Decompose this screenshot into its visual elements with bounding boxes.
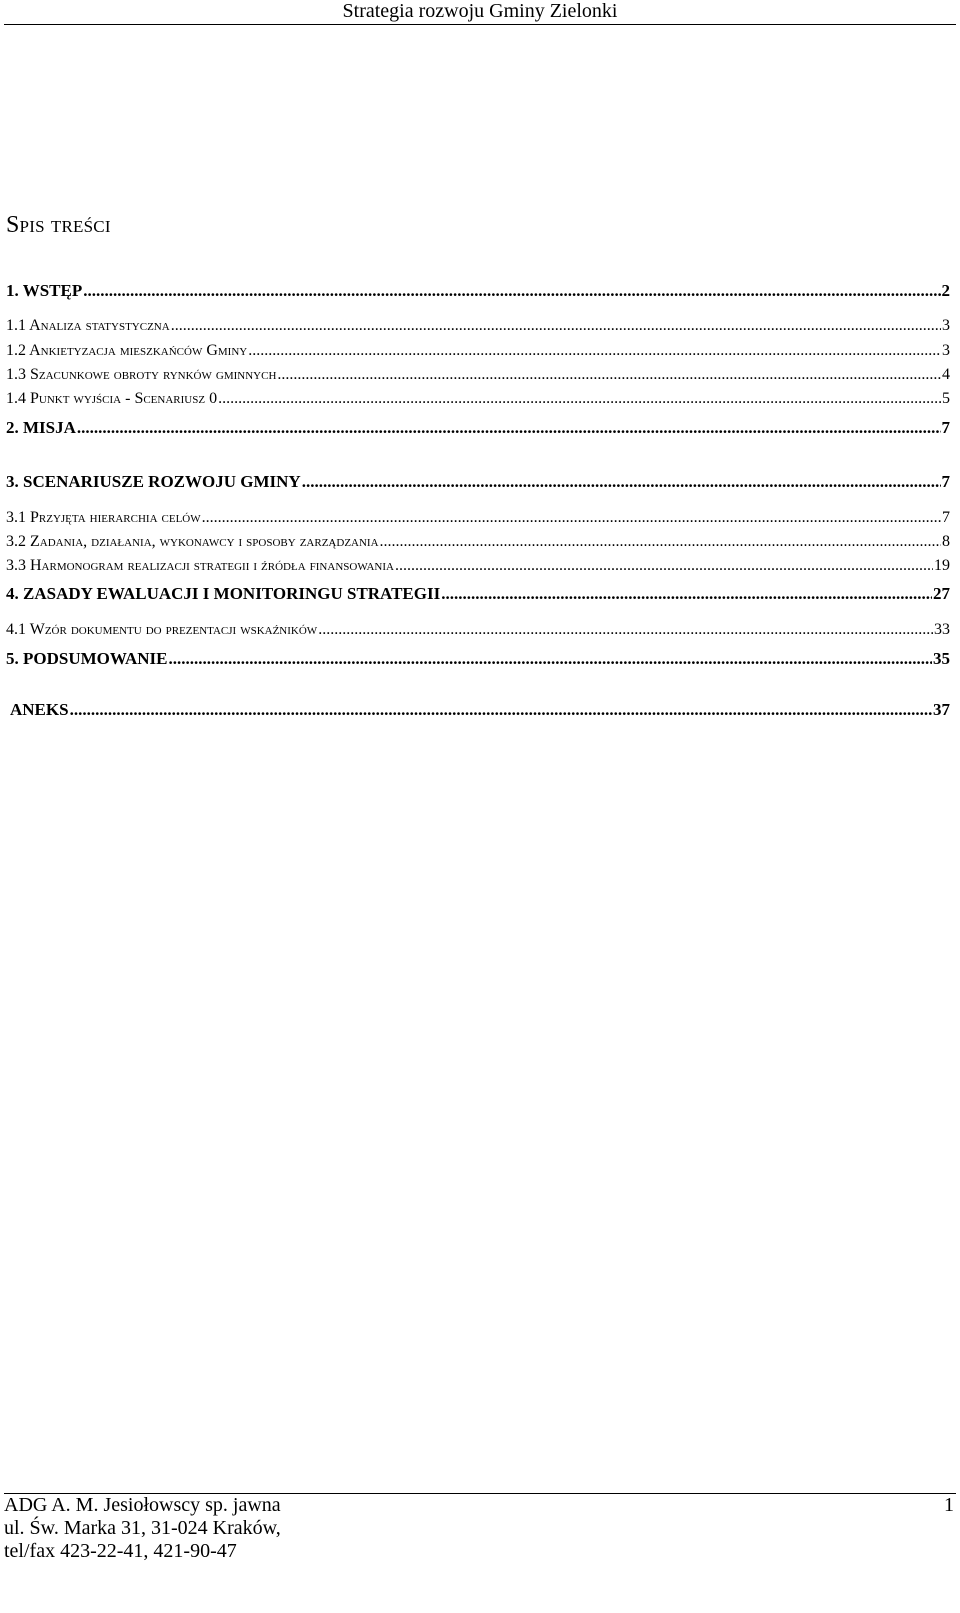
- toc-entry-page: 37: [933, 700, 950, 719]
- toc-title: Spis treści: [6, 212, 111, 238]
- toc-entry-page: 33: [934, 621, 950, 638]
- toc-entry-3-3[interactable]: [6, 557, 950, 577]
- toc-entry-label: 1.1 Analiza statystyczna: [6, 317, 170, 334]
- toc-entry-1-2[interactable]: [6, 342, 950, 362]
- toc-entry-page: 5: [942, 390, 950, 407]
- toc-entry-label: 1.2 Ankietyzacja mieszkańców Gminy: [6, 342, 248, 359]
- toc-entry-label: ANEKS: [10, 700, 69, 719]
- toc-leader: [169, 649, 932, 669]
- toc-entry-page: 19: [934, 557, 950, 574]
- toc-entry-label: 1.3 Szacunkowe obroty rynków gminnych: [6, 366, 277, 383]
- toc-entry-3[interactable]: [6, 472, 950, 494]
- toc-leader: [70, 700, 932, 720]
- page-number: 1: [944, 1494, 954, 1516]
- toc-entry-page: 7: [941, 418, 950, 437]
- toc-entry-label: 2. MISJA: [6, 418, 76, 437]
- toc-leader: [202, 509, 941, 527]
- toc-entry-label: 1. WSTĘP: [6, 281, 83, 300]
- toc-entry-page: 3: [942, 317, 950, 334]
- toc-entry-page: 35: [933, 649, 950, 668]
- toc-leader: [380, 533, 941, 551]
- footer-company: ADG A. M. Jesiołowscy sp. jawna: [4, 1494, 281, 1516]
- toc-leader: [218, 390, 941, 408]
- toc-entry-5[interactable]: [6, 649, 950, 671]
- toc-entry-3-2[interactable]: [6, 533, 950, 553]
- page-footer: [4, 1493, 956, 1563]
- toc-entry-label: 3.3 Harmonogram realizacji strategii i źródła finansowania: [6, 557, 394, 574]
- toc-entry-page: 27: [933, 584, 950, 603]
- toc-entry-aneks[interactable]: [10, 700, 950, 722]
- footer-address: ul. Św. Marka 31, 31-024 Kraków,: [4, 1517, 281, 1539]
- toc-leader: [77, 418, 941, 438]
- toc-entry-label: 4.1 Wzór dokumentu do prezentacji wskaźników: [6, 621, 318, 638]
- toc-entry-label: 3.1 Przyjęta hierarchia celów: [6, 509, 201, 526]
- toc-entry-4[interactable]: [6, 584, 950, 606]
- toc-entry-page: 4: [942, 366, 950, 383]
- toc-leader: [318, 621, 933, 639]
- toc-entry-page: 7: [942, 509, 950, 526]
- toc-entry-page: 3: [942, 342, 950, 359]
- toc-entry-page: 7: [941, 472, 950, 491]
- toc-entry-label: 3. SCENARIUSZE ROZWOJU GMINY: [6, 472, 301, 491]
- toc-leader: [83, 281, 940, 301]
- toc-entry-label: 4. ZASADY EWALUACJI I MONITORINGU STRATEGII: [6, 584, 441, 603]
- toc-leader: [248, 342, 941, 360]
- toc-entry-3-1[interactable]: [6, 509, 950, 529]
- document-title: Strategia rozwoju Gminy Zielonki: [342, 0, 618, 22]
- toc-entry-page: 2: [941, 281, 950, 300]
- toc-leader: [395, 557, 933, 575]
- toc-entry-label: 1.4 Punkt wyjścia - Scenariusz 0: [6, 390, 218, 407]
- toc-entry-label: 5. PODSUMOWANIE: [6, 649, 168, 668]
- toc-leader: [441, 584, 932, 604]
- toc-leader: [302, 472, 941, 492]
- toc-entry-2[interactable]: [6, 418, 950, 440]
- page-header: [4, 0, 956, 25]
- toc-entry-1-1[interactable]: [6, 317, 950, 337]
- footer-phone: tel/fax 423-22-41, 421-90-47: [4, 1540, 237, 1562]
- toc-leader: [171, 317, 941, 335]
- toc-entry-4-1[interactable]: [6, 621, 950, 641]
- toc-entry-label: 3.2 Zadania, działania, wykonawcy i sposoby zarządzania: [6, 533, 379, 550]
- toc-entry-page: 8: [942, 533, 950, 550]
- toc-entry-1[interactable]: [6, 281, 950, 303]
- toc-entry-1-4[interactable]: [6, 390, 950, 410]
- toc-leader: [277, 366, 941, 384]
- toc-entry-1-3[interactable]: [6, 366, 950, 386]
